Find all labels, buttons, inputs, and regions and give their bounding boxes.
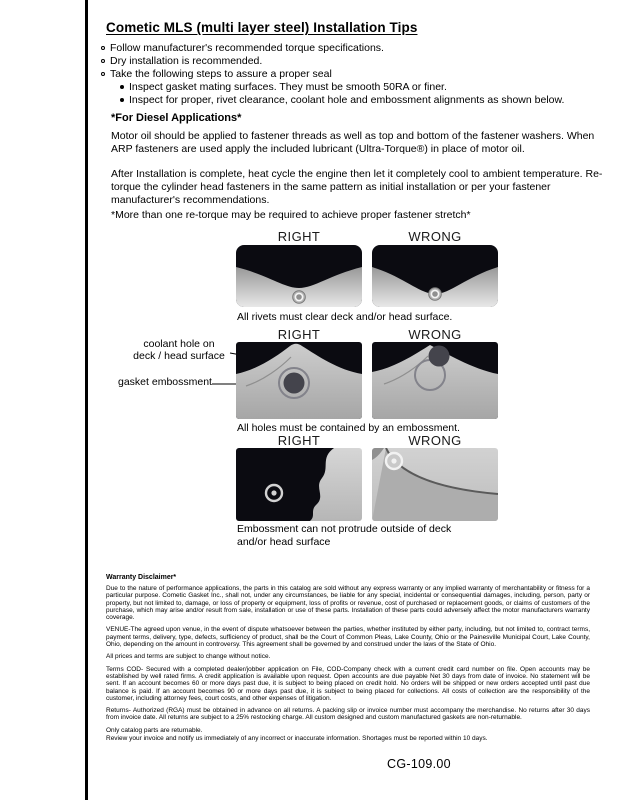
coolant-hole-label-line2: deck / head surface — [133, 349, 225, 362]
tips-list — [101, 42, 601, 107]
warranty-section — [106, 574, 590, 747]
page-title: Cometic MLS (multi layer steel) Installation Tips — [106, 20, 418, 35]
diesel-paragraph-2: After Installation is complete, heat cycle the engine then let it completely cool to ambient temperature. Re-torque the cylinder head fasteners in the same pattern as initial installation or per your fastener manufacturer's recommendations. — [111, 168, 603, 207]
page-left-border — [85, 0, 88, 800]
caption-protrusion-line2: and/or head surface — [237, 536, 331, 548]
diagram-rivet-wrong — [372, 245, 498, 307]
retorque-note: *More than one re-torque may be required to achieve proper fastener stretch* — [111, 209, 471, 221]
tip-item — [101, 68, 601, 81]
wrong-label-row1: WRONG — [408, 229, 462, 244]
filled-bullet-icon — [120, 85, 124, 89]
tip-text: Inspect gasket mating surfaces. They must be smooth 50RA or finer. — [129, 81, 447, 93]
page-code: CG-109.00 — [387, 757, 451, 771]
coolant-hole-shape — [429, 346, 450, 367]
wrong-label-row2: WRONG — [408, 327, 462, 342]
tip-text: Follow manufacturer's recommended torque specifications. — [110, 42, 384, 54]
caption-holes: All holes must be contained by an embossment. — [237, 422, 460, 434]
tip-sub-item — [120, 81, 601, 94]
tip-text: Take the following steps to assure a proper seal — [110, 68, 332, 80]
warranty-paragraph: All prices and terms are subject to change without notice. — [106, 653, 271, 661]
right-label-row3: RIGHT — [277, 433, 321, 448]
caption-rivets: All rivets must clear deck and/or head surface. — [237, 311, 453, 323]
warranty-paragraph: Review your invoice and notify us immediately of any incorrect or inaccurate information. Shortages must be reported within 10 days. — [106, 735, 488, 743]
diagram-embossment-right — [236, 342, 362, 419]
right-label-row2: RIGHT — [277, 327, 321, 342]
coolant-hole-shape — [284, 373, 305, 394]
caption-protrusion-line1: Embossment can not protrude outside of deck — [237, 523, 452, 535]
warranty-paragraph: Returns- Authorized (RGA) must be obtained in advance on all returns. A packing slip or invoice number must accompany the merchandise. No returns after 30 days from invoice date. All returns are subject to a 25% restocking charge. All custom designed and custom manufactured gaskets are non-returnable. — [106, 707, 590, 722]
warranty-paragraph: VENUE-The agreed upon venue, in the event of dispute whatsoever between the parties, whether instituted by either party, including, but not limited to, contract terms, payment terms, delivery, type, defects, sufficiency of product, shall be the Court of Common Pleas, Lake County, Ohio or the Painesville Municipal Court, Lake County, Ohio, depending on the amount in controversy. This agreement shall be governed by and construed under the laws of the State of Ohio. — [106, 626, 590, 649]
diagram-embossment-wrong — [372, 342, 498, 419]
coolant-hole-label — [128, 339, 230, 362]
right-label-row1: RIGHT — [277, 229, 321, 244]
diesel-applications-heading: *For Diesel Applications* — [111, 112, 242, 124]
tip-item — [101, 42, 601, 55]
filled-bullet-icon — [120, 98, 124, 102]
tip-text: Inspect for proper, rivet clearance, coolant hole and embossment alignments as shown below. — [129, 94, 565, 106]
tip-sub-item — [120, 94, 601, 107]
warranty-paragraph: Due to the nature of performance applications, the parts in this catalog are sold without any express warranty or any implied warranty of merchantability or fitness for a particular purpose. Cometic Gasket Inc., shall not, under any circumstances, be liable for any special, incidental or consequential damages, including, person, party or property, but not limited to, damage, or loss of property or equipment, loss of profits or revenue, cost of purchased or replacement goods, or claims of customers of the purchase, which may arise and/or result from sale, installation or use of these parts. Installation of these parts could adversely affect the motor manufacturers warranty coverage. — [106, 585, 590, 622]
diagram-protrusion-wrong — [372, 448, 498, 521]
diagram-protrusion-right — [236, 448, 362, 521]
diagram-rivet-right — [236, 245, 362, 307]
coolant-hole-label-line1: coolant hole on — [143, 338, 215, 350]
warranty-paragraph: Terms COD- Secured with a completed dealer/jobber application on File, COD-Company check with a current credit card number on file. Open accounts may be established by well rated firms. A credit application is available upon request. Open accounts are due payable Net 30 days from date of invoice. No statement will be sent. If an account becomes 60 or more days past due, it is subject to being placed on credit hold. No orders will be shipped or new orders accepted until past due balance is paid. If an account becomes 90 or more days past due, it is subject to being placed for collections. All costs of collection are the responsibility of the customer, including attorney fees, court costs, and other expenses of litigation. — [106, 665, 590, 702]
open-bullet-icon — [101, 46, 105, 50]
open-bullet-icon — [101, 72, 105, 76]
tip-item — [101, 55, 601, 68]
wrong-label-row3: WRONG — [408, 433, 462, 448]
diesel-paragraph-1: Motor oil should be applied to fastener threads as well as top and bottom of the fastener washers. When ARP fasteners are used apply the included lubricant (Ultra-Torque®) in place of motor oil. — [111, 130, 595, 156]
warranty-paragraph: Only catalog parts are returnable. — [106, 726, 203, 734]
tip-text: Dry installation is recommended. — [110, 55, 263, 67]
caption-protrusion — [237, 523, 451, 549]
open-bullet-icon — [101, 59, 105, 63]
warranty-heading: Warranty Disclaimer* — [106, 574, 177, 581]
gasket-embossment-label: gasket embossment — [118, 376, 212, 388]
